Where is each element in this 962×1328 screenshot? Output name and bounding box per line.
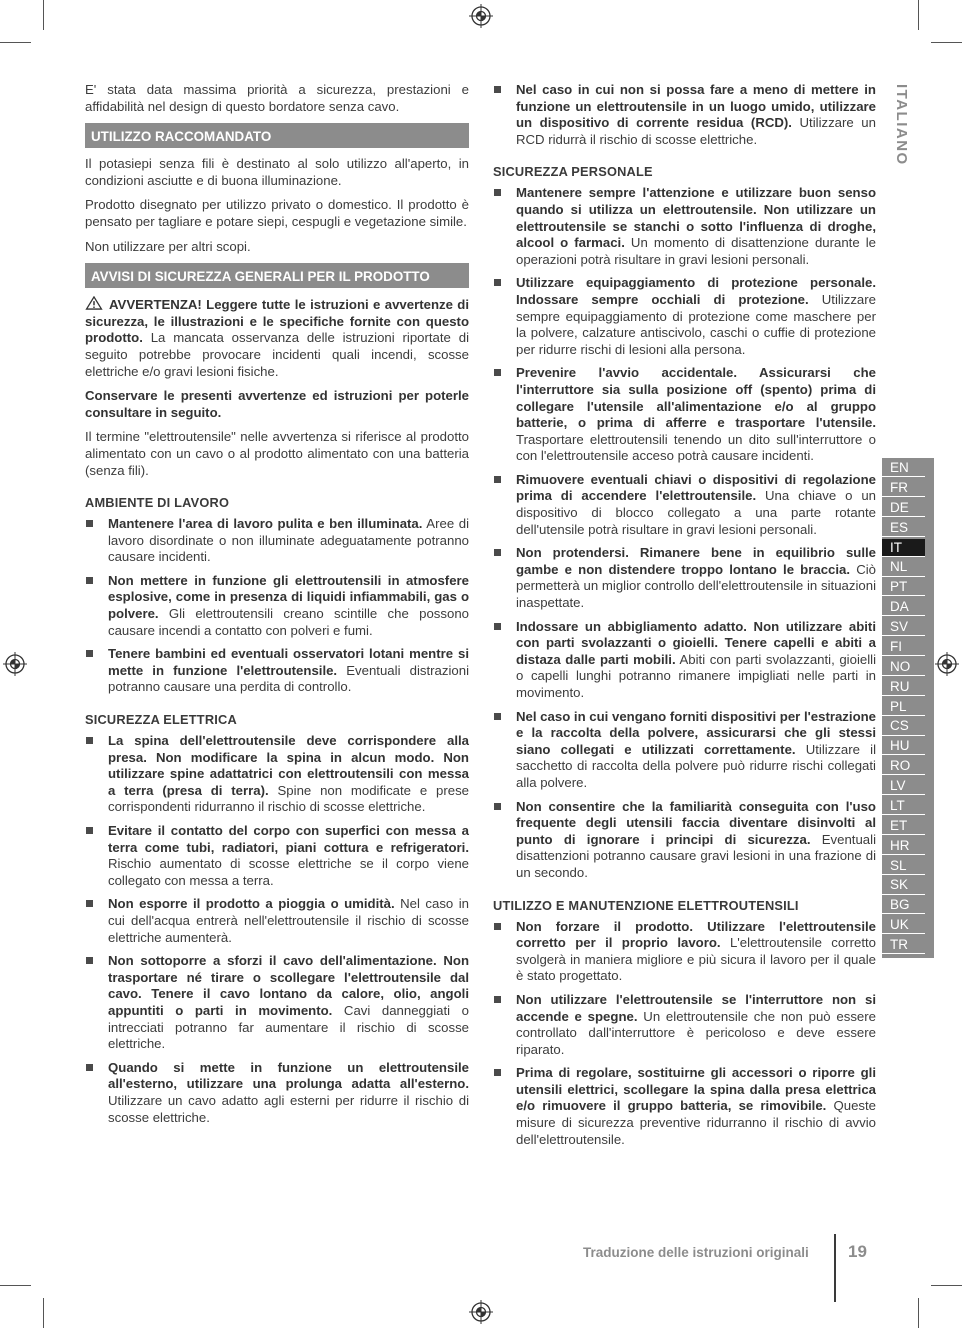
section-heading-safety-warnings: AVVISI DI SICUREZZA GENERALI PER IL PRODOTTO [85,263,469,288]
item-text: Un elettroutensile che non può essere controllato dall'interruttore è pericoloso e deve essere riparato. [516,1008,876,1057]
left-column [85,82,469,1133]
item-text: Abiti con parti svolazzanti, gioielli o capelli lunghi potranno rimanere impigliati nelle parti in movimento. [516,651,876,700]
work-area-list [85,516,469,696]
item-text: Queste misure di sicurezza preventive ridurranno il rischio di avvio dell'elettroutensile. [516,1098,877,1147]
list-item [493,992,876,1058]
list-item [493,365,876,465]
language-tab-pl[interactable]: PL [882,698,925,716]
language-tab-da[interactable]: DA [882,598,925,616]
tool-use-list [493,919,876,1149]
item-bold: Non utilizzare l'elettroutensile se l'interruttore non si accende e spegne. [516,991,876,1024]
warning-triangle-icon [85,296,103,310]
item-text: Gli elettroutensili creano scintille che possono causare incendi a contatto con polveri e fumi. [108,606,469,638]
item-text: Utilizzare un RCD ridurrà il rischio di scosse elettriche. [516,115,876,147]
intro-paragraph: E' stata data massima priorità a sicurezza, prestazioni e affidabilità nel design di questo bordatore senza cavo. [85,82,469,114]
heading-work-area: AMBIENTE DI LAVORO [85,495,230,511]
item-bold: Mantenere sempre l'attenzione e utilizzare buon senso quando si utilizza un elettroutensile. Non utilizzare un elettroutensile se stanchi o sotto l'influenza di droghe, alcool o farmaci. [516,185,876,251]
language-tab-fi[interactable]: FI [882,638,925,656]
language-tab-ru[interactable]: RU [882,678,925,696]
crop-mark [43,0,44,30]
term-paragraph: Il termine "elettroutensile" nelle avvertenza si riferisce al prodotto alimentato con un cavo o al prodotto alimentato con una batteria (senza fili). [85,429,469,478]
item-text: Una chiave o un dispositivo di blocco collegato a una parte rotante dell'utensile potrà risultare in gravi lesioni personali. [516,488,876,537]
item-bold: Prevenire l'avvio accidentale. Assicurarsi che l'interruttore sia sulla posizione off (spento) prima di collegare l'utensile all'alimentazione e/o al gruppo batterie, o prima di afferre e trasportare l'utensile. [516,365,876,431]
crop-mark [918,1298,919,1328]
rcd-list [493,82,876,148]
crop-mark [931,1285,962,1286]
crop-mark [918,0,919,30]
list-item [85,953,469,1053]
warning-bold: AVVERTENZA! Leggere tutte le istruzioni e avvertenze di sicurezza, le illustrazioni e le specifiche fornite con questo prodotto. [85,297,469,346]
registration-mark-icon [935,652,959,676]
recommended-use-text: Il potasiepi senza fili è destinato al solo utilizzo all'aperto, in condizioni asciutte e di buona illuminazione. [85,156,469,188]
list-item [493,619,876,702]
list-item [493,185,876,268]
registration-mark-icon [469,4,493,28]
list-item [85,1060,469,1126]
item-bold: Nel caso in cui vengano forniti dispositivi per l'estrazione e la raccolta della polvere, assicurarsi che gli stessi siano collegati e utilizzati correttamente. [516,708,877,757]
language-tab-lv[interactable]: LV [882,777,925,795]
section-heading-recommended-use: UTILIZZO RACCOMANDATO [85,123,469,148]
language-tab-de[interactable]: DE [882,499,925,517]
item-bold: Mantenere l'area di lavoro pulita e ben illuminata. [108,516,423,532]
electrical-safety-list [85,733,469,1126]
recommended-use-text: Non utilizzare per altri scopi. [85,238,251,254]
item-text: L'elettroutensile corretto svolgerà in maniera migliore e più sicura il lavoro per il quale è stato progettato. [516,935,876,984]
list-item [493,1065,876,1148]
language-index [882,458,934,958]
item-bold: Non mettere in funzione gli elettroutensili in atmosfere esplosive, come in presenza di liquidi infiammabili, gas o polvere. [108,572,469,622]
language-tab-bg[interactable]: BG [882,896,925,914]
item-text: Nel caso in cui dell'acqua entrerà nell'elettroutensile il rischio di scosse elettriche aumenterà. [108,896,469,945]
item-text: Rischio aumentato di scosse elettriche se il corpo viene collegato con messa a terra. [108,856,469,888]
item-text: Un momento di disattenzione durante le operazioni potrà risultare in gravi lesioni personali. [516,235,876,267]
language-tab-sk[interactable]: SK [882,876,925,894]
item-bold: Utilizzare equipaggiamento di protezione personale. Indossare sempre occhiali di protezione. [516,275,876,307]
language-tab-it[interactable]: IT [882,539,925,557]
item-text: Aree di lavoro disordinate o non illuminate adeguatamente potranno causare incidenti. [108,516,469,565]
item-bold: Nel caso in cui non si possa fare a meno di mettere in funzione un elettroutensile in un luogo umido, utilizzare un dispositivo di corrente residua (RCD). [516,82,876,131]
language-tab-en[interactable]: EN [882,459,925,477]
list-item [493,472,876,538]
warning-paragraph [85,296,469,380]
language-tab-sl[interactable]: SL [882,857,925,875]
list-item [493,799,876,882]
crop-mark [0,42,31,43]
heading-personal-safety: SICUREZZA PERSONALE [493,164,653,180]
item-text: Trasportare elettroutensili tenendo un dito sull'interruttore o con l'elettroutensile acceso potrà causare incidenti. [516,431,876,464]
language-tab-hu[interactable]: HU [882,737,925,755]
page-number: 19 [848,1242,867,1261]
language-tab-es[interactable]: ES [882,519,925,537]
side-language-label [889,84,913,172]
right-column [493,82,876,1155]
language-tab-tr[interactable]: TR [882,936,925,954]
item-bold: Non consentire che la familiarità conseguita con l'uso frequente degli utensili faccia diventare disinvolti al punto di ignorare i principi di sicurezza. [516,798,876,847]
list-item [493,545,876,611]
list-item [85,516,469,566]
language-tab-nl[interactable]: NL [882,558,925,576]
item-bold: Prima di regolare, sostituirne gli accessori o riporre gli utensili elettrici, scollegare la spina dalla presa elettrica e/o rimuovere il gruppo batteria, se rimovibile. [516,1065,876,1114]
language-tab-sv[interactable]: SV [882,618,925,636]
item-bold: Tenere bambini ed eventuali osservatori lotani mentre si mette in funzione l'elettroutensile. [108,646,469,678]
conserve-bold: Conservare le presenti avvertenze ed istruzioni per poterle consultare in seguito. [85,388,469,420]
personal-safety-list [493,185,876,881]
item-bold: La spina dell'elettroutensile deve corrispondere alla presa. Non modificare la spina in alcun modo. Non utilizzare spine adattatrici con elettroutensili con messa a terra (presa di terra). [108,733,469,798]
item-text: Ciò permetterà un miglior controllo dell'elettroutensile in situazioni inaspettate. [516,561,876,611]
language-tab-fr[interactable]: FR [882,479,925,497]
list-item [493,275,876,358]
item-bold: Evitare il contatto del corpo con superfici con messa a terra come tubi, radiatori, piani cottura e refrigeratori. [108,823,469,855]
item-text: Utilizzare un cavo adatto agli esterni per ridurre il rischio di scosse elettriche. [108,1092,469,1125]
warning-text: La mancata osservanza delle istruzioni riportate di seguito potrebbe provocare incidenti quali incendi, scosse elettriche e/o gravi lesioni fisiche. [85,330,469,379]
list-item [85,823,469,889]
list-item [493,919,876,985]
item-bold: Non protendersi. Rimanere bene in equilibrio sulle gambe e non distendere troppo lontano le braccia. [516,545,876,577]
list-item [85,733,469,816]
item-bold: Rimuovere eventuali chiavi o dispositivi di regolazione prima di accendere l'elettroutensile. [516,471,876,504]
crop-mark [43,1298,44,1328]
item-text: Utilizzare il sacchetto di raccolta della polvere può ridurre rischi collegati alla polvere. [516,741,876,790]
item-bold: Indossare un abbigliamento adatto. Non utilizzare abiti con parti svolazzanti o gioielli. Tenere capelli e abiti a distaza dalle parti mobili. [516,618,876,667]
recommended-use-text: Prodotto disegnato per utilizzo privato o domestico. Il prodotto è pensato per tagliare e potare siepi, cespugli e vegetazione simile. [85,197,469,229]
language-tab-et[interactable]: ET [882,817,925,835]
item-text: Spine non modificate e prese corrispondenti ridurranno il rischio di scosse elettriche. [108,782,469,815]
item-text: Eventuali distrazioni potranno causare una perdita di controllo. [108,662,469,695]
language-tab-no[interactable]: NO [882,658,925,676]
language-tab-pt[interactable]: PT [882,578,925,596]
conserve-paragraph [85,388,469,421]
item-bold: Quando si mette in funzione un elettroutensile all'esterno, utilizzare una prolunga adatta all'esterno. [108,1059,469,1092]
language-tab-ro[interactable]: RO [882,757,925,775]
registration-mark-icon [3,652,27,676]
item-bold: Non sottoporre a sforzi il cavo dell'alimentazione. Non trasportare né tirare o scollegare l'elettroutensile dal cavo. Tenere il cavo lontano da calore, olio, angoli appuntiti o parti in movimento. [108,953,469,1018]
list-item [493,709,876,792]
list-item [85,573,469,639]
item-bold: Non esporre il prodotto a pioggia o umidità. [108,896,395,912]
crop-mark [931,42,962,43]
language-tab-hr[interactable]: HR [882,837,925,855]
heading-electrical-safety: SICUREZZA ELETTRICA [85,712,237,728]
heading-tool-use-maintenance: UTILIZZO E MANUTENZIONE ELETTROUTENSILI [493,897,799,913]
item-bold: Non forzare il prodotto. Utilizzare l'elettroutensile corretto per il proprio lavoro. [516,918,876,951]
list-item [493,82,876,148]
registration-mark-icon [469,1300,493,1324]
language-tab-cs[interactable]: CS [882,717,925,735]
crop-mark [0,1285,31,1286]
list-item [85,646,469,696]
footer-divider [834,1234,836,1302]
list-item [85,896,469,946]
item-text: Cavi danneggiati o intrecciati potranno far aumentare il rischio di scosse elettriche. [108,1002,469,1052]
language-tab-uk[interactable]: UK [882,916,925,934]
language-tab-lt[interactable]: LT [882,797,925,815]
item-text: Eventuali disattenzioni potranno causare gravi lesioni in una frazione di un secondo. [516,831,876,880]
footer-translation-note: Traduzione delle istruzioni originali [583,1245,809,1260]
side-language-text: ITALIANO [893,84,910,166]
item-text: Utilizzare sempre equipaggiamento di protezione come maschere per la polvere, calzature antiscivolo, caschi o cuffie di protezione per ridurre rischi di lesioni alla persona. [516,291,876,357]
